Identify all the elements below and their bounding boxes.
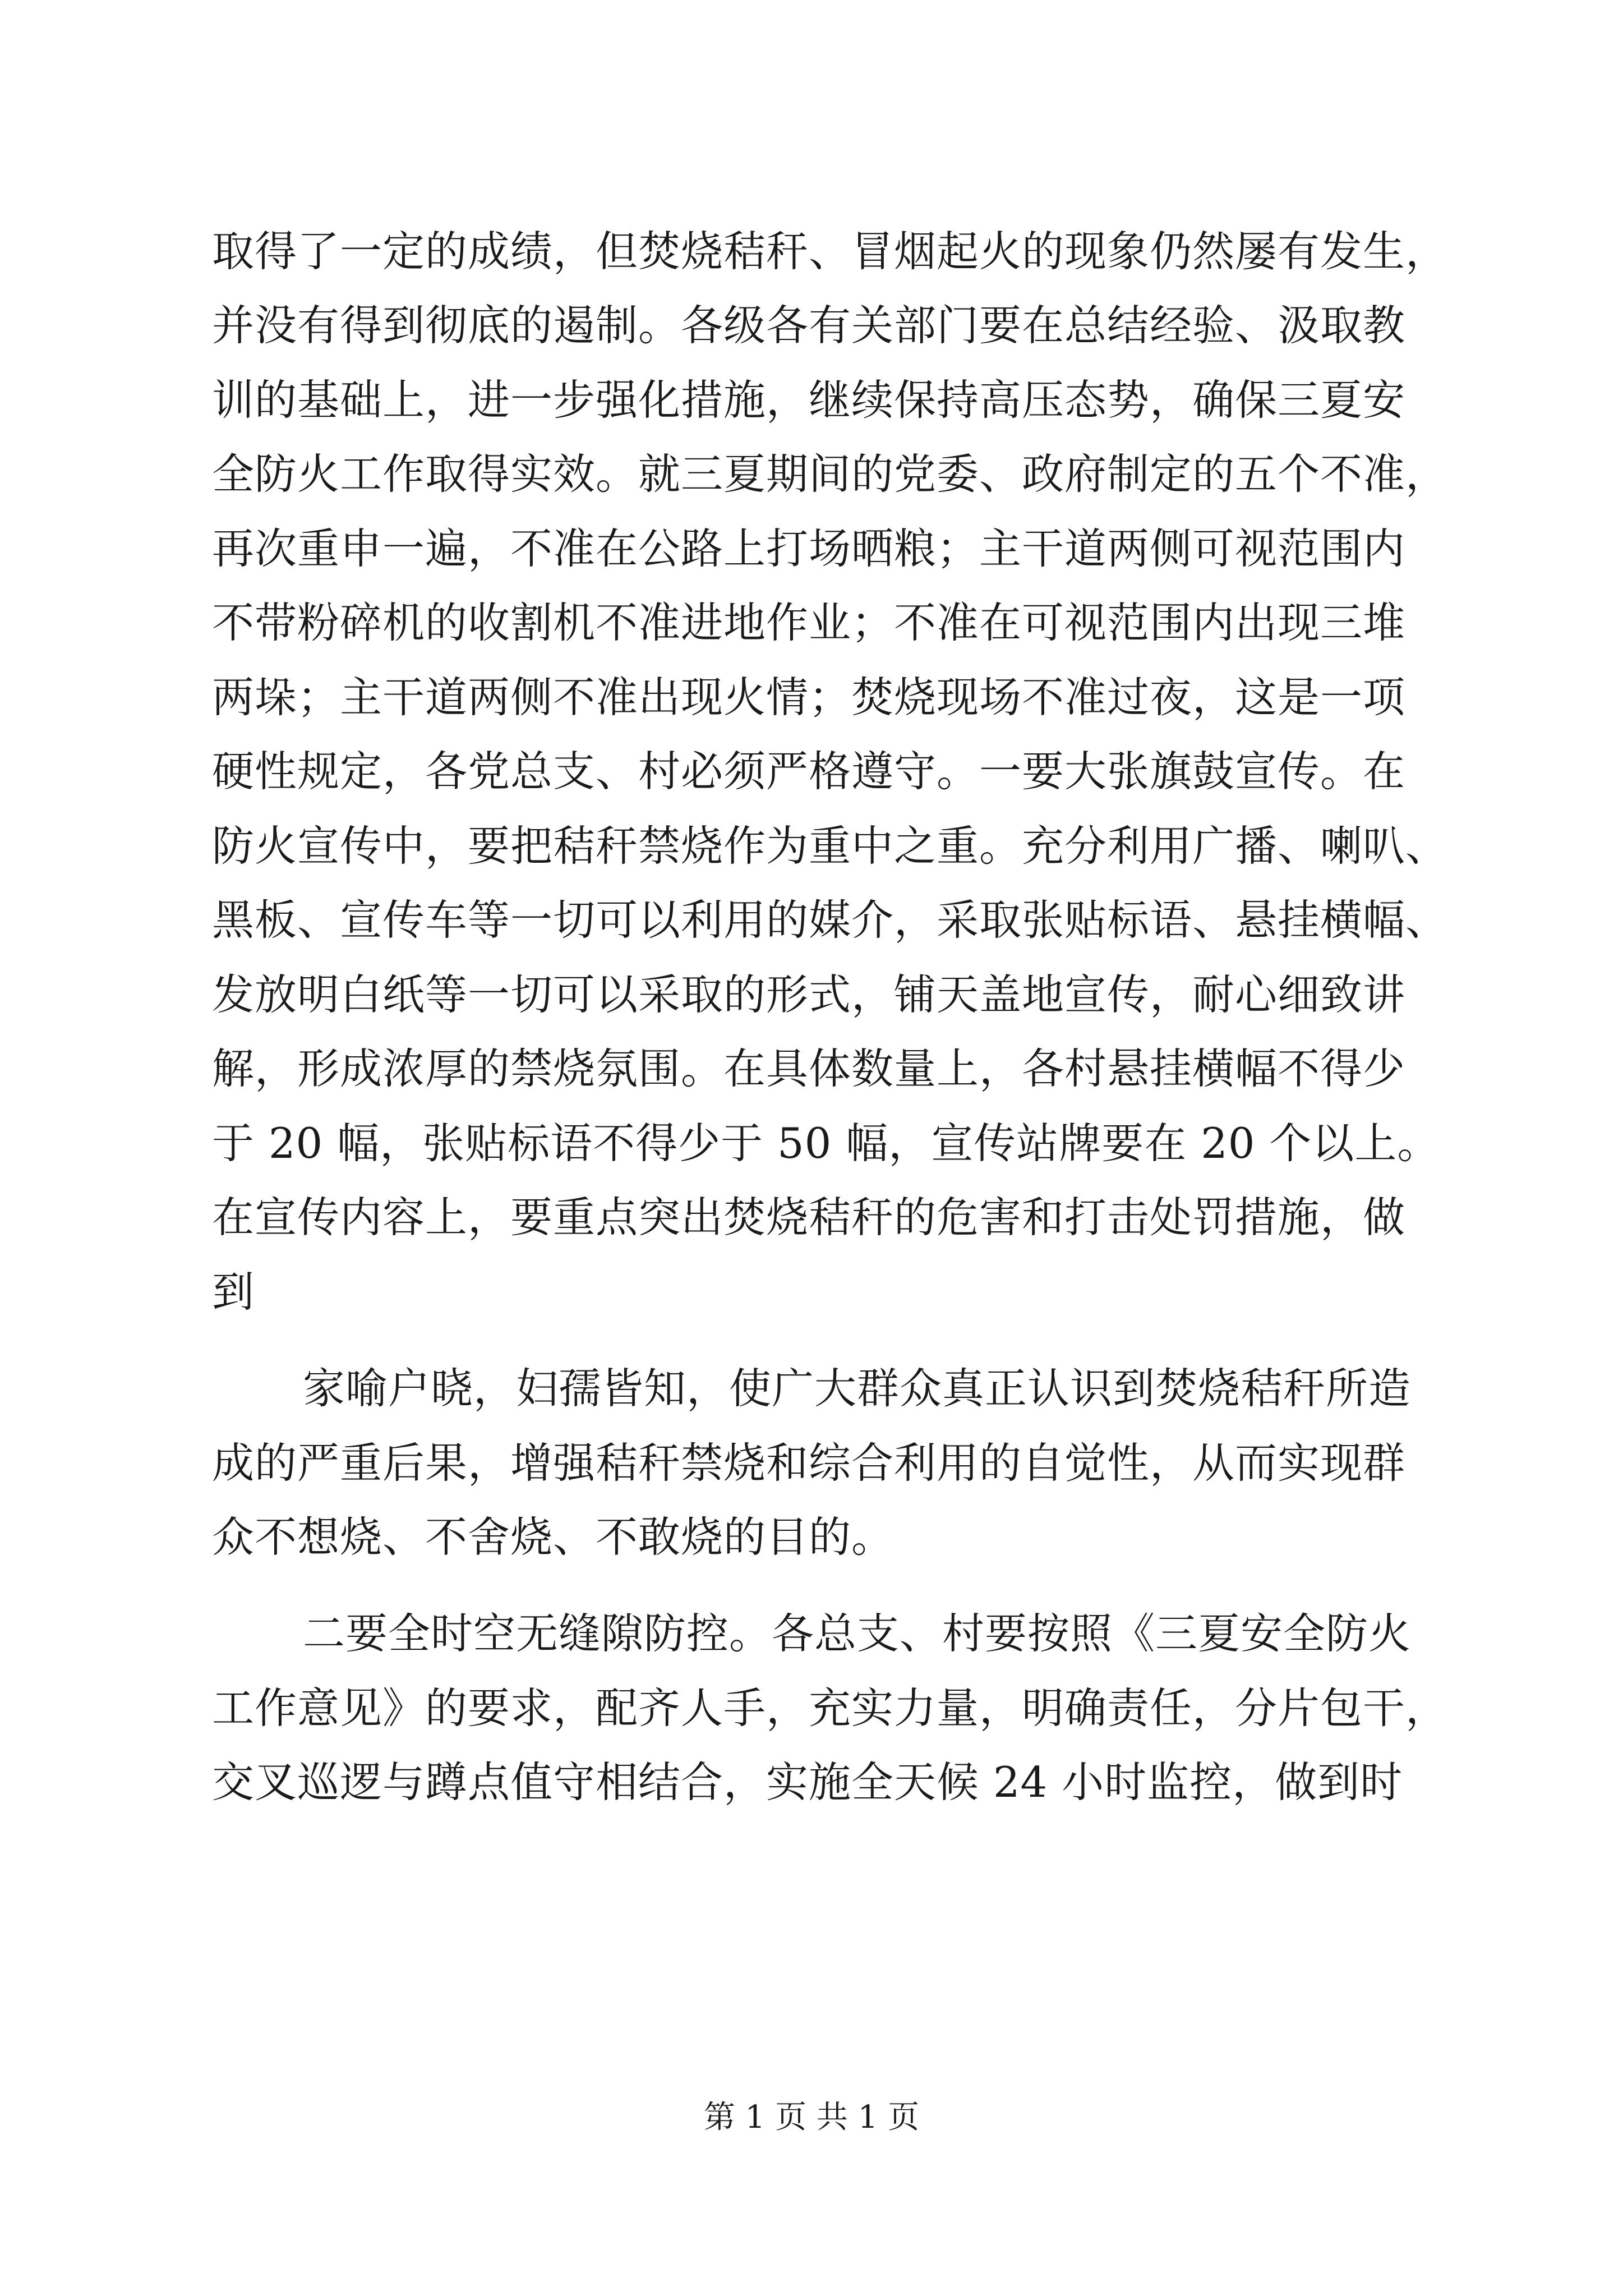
text-line: 成的严重后果，增强秸秆禁烧和综合利用的自觉性，从而实现群 xyxy=(212,1438,1406,1488)
text-line: 训的基础上，进一步强化措施，继续保持高压态势，确保三夏安 xyxy=(212,375,1406,425)
text-line: 解，形成浓厚的禁烧氛围。在具体数量上，各村悬挂横幅不得少 xyxy=(212,1044,1406,1093)
text-line: 工作意见》的要求，配齐人手，充实力量，明确责任，分片包干， xyxy=(212,1683,1449,1733)
text-line: 发放明白纸等一切可以采取的形式，铺天盖地宣传，耐心细致讲 xyxy=(212,970,1406,1019)
text-line: 并没有得到彻底的遏制。各级各有关部门要在总结经验、汲取教 xyxy=(212,301,1406,350)
text-line: 到 xyxy=(212,1267,255,1317)
text-line: 取得了一定的成绩，但焚烧秸秆、冒烟起火的现象仍然屡有发生， xyxy=(212,227,1449,276)
text-line: 于 20 幅，张贴标语不得少于 50 幅，宣传站牌要在 20 个以上。 xyxy=(212,1119,1440,1168)
text-line: 众不想烧、不舍烧、不敢烧的目的。 xyxy=(212,1512,895,1562)
text-line: 在宣传内容上，要重点突出焚烧秸秆的危害和打击处罚措施，做 xyxy=(212,1193,1406,1242)
text-line: 黑板、宣传车等一切可以利用的媒介，采取张贴标语、悬挂横幅、 xyxy=(212,895,1449,945)
text-line: 两垛；主干道两侧不准出现火情；焚烧现场不准过夜，这是一项 xyxy=(212,673,1406,722)
paragraph-first-line: 二要全时空无缝隙防控。各总支、村要按照《三夏安全防火 xyxy=(303,1609,1412,1658)
text-line: 不带粉碎机的收割机不准进地作业；不准在可视范围内出现三堆 xyxy=(212,598,1406,647)
text-line: 再次重申一遍，不准在公路上打场晒粮；主干道两侧可视范围内 xyxy=(212,524,1406,573)
text-line: 防火宣传中，要把秸秆禁烧作为重中之重。充分利用广播、喇叭、 xyxy=(212,821,1449,871)
page-number-footer: 第 1 页 共 1 页 xyxy=(703,2099,920,2136)
text-line: 交叉巡逻与蹲点值守相结合，实施全天候 24 小时监控，做到时 xyxy=(212,1757,1403,1807)
paragraph-first-line: 家喻户晓，妇孺皆知，使广大群众真正认识到焚烧秸秆所造 xyxy=(303,1364,1412,1413)
text-line: 全防火工作取得实效。就三夏期间的党委、政府制定的五个不准， xyxy=(212,449,1449,499)
text-line: 硬性规定，各党总支、村必须严格遵守。一要大张旗鼓宣传。在 xyxy=(212,747,1406,796)
